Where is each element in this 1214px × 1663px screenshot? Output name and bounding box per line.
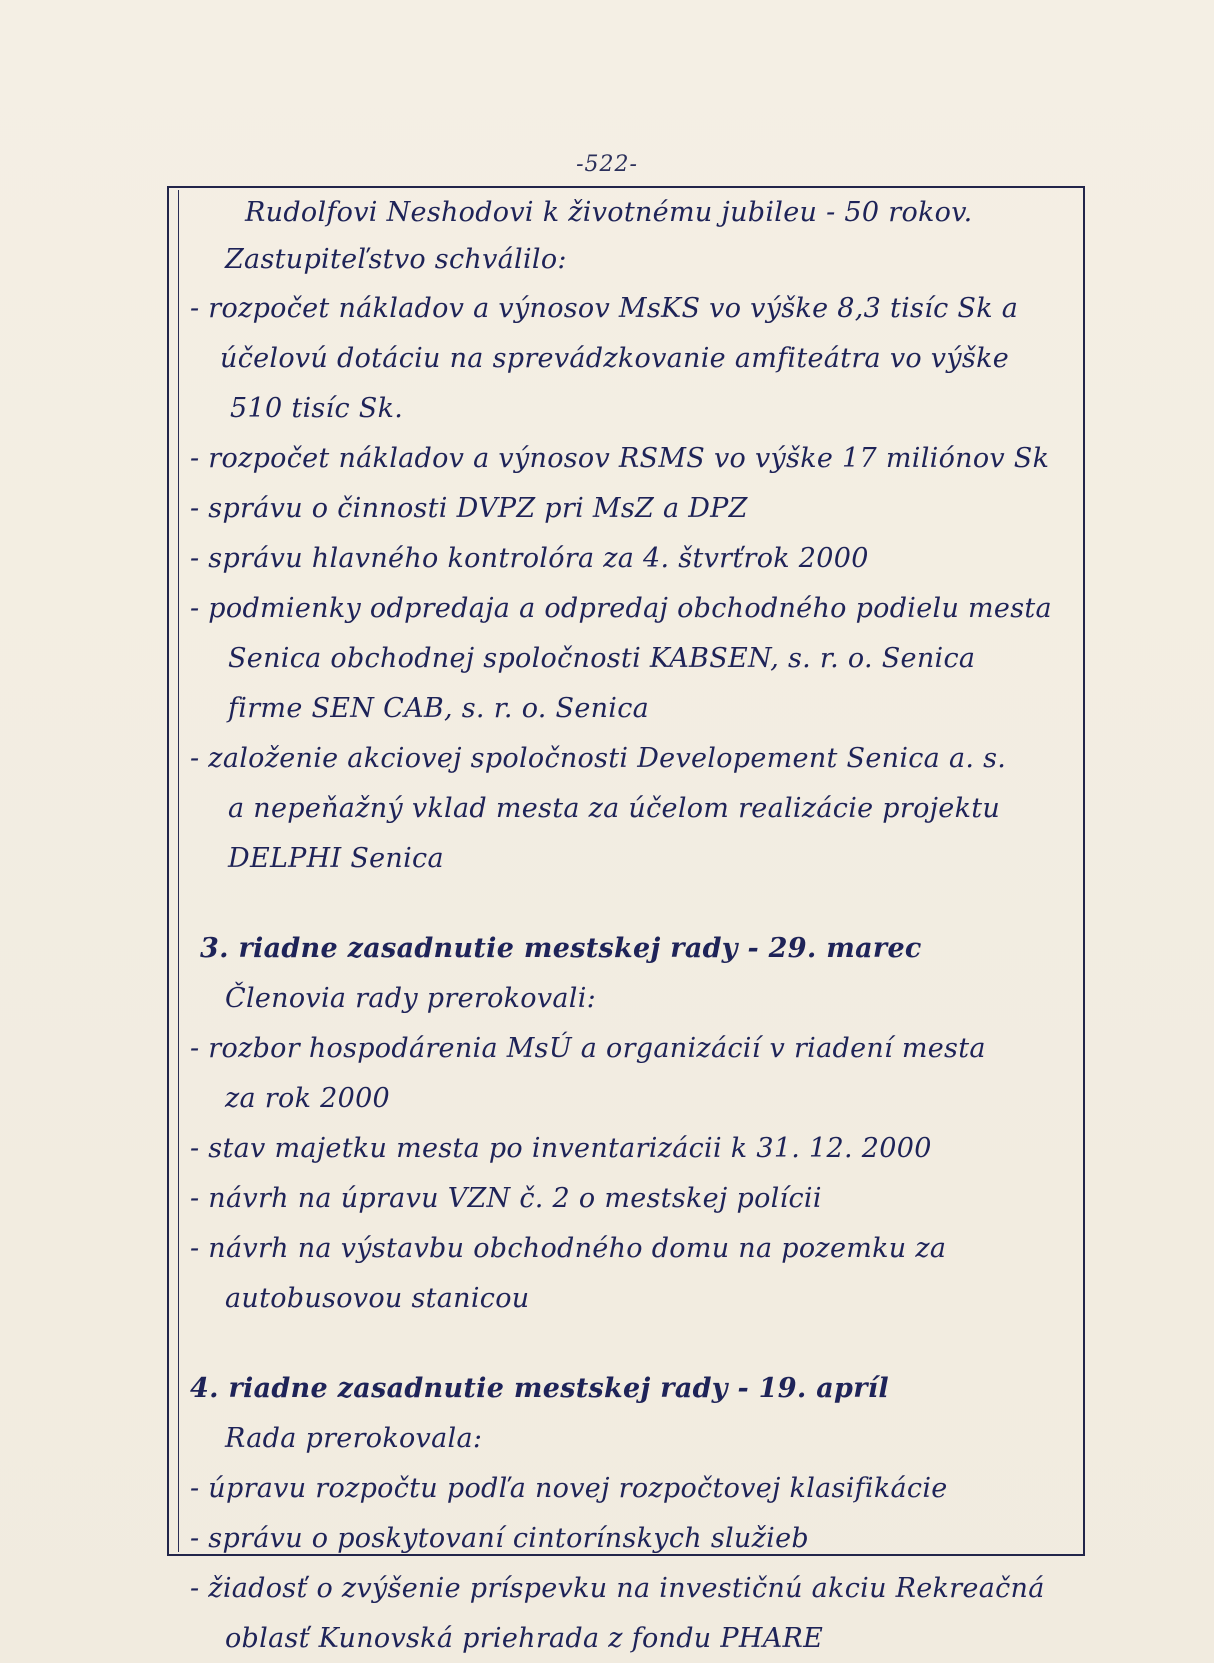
text-line: Rada prerokovala: <box>225 1423 483 1454</box>
text-line: firme SEN CAB, s. r. o. Senica <box>228 693 650 724</box>
text-line: - úpravu rozpočtu podľa novej rozpočtovej klasifikácie <box>190 1473 948 1504</box>
text-line: - rozbor hospodárenia MsÚ a organizácií v riadení mesta <box>190 1033 986 1064</box>
text-line: 510 tisíc Sk. <box>230 393 404 424</box>
text-line: - správu o poskytovaní cintorínskych služieb <box>190 1523 809 1554</box>
text-line: - správu hlavného kontrolóra za 4. štvrťrok 2000 <box>190 543 869 574</box>
text-line: DELPHI Senica <box>228 843 444 874</box>
text-line: Rudolfovi Neshodovi k životnému jubileu - 50 rokov. <box>245 197 973 228</box>
text-line: - návrh na úpravu VZN č. 2 o mestskej polícii <box>190 1183 822 1214</box>
text-line: - stav majetku mesta po inventarizácii k 31. 12. 2000 <box>190 1133 932 1164</box>
text-line: - rozpočet nákladov a výnosov MsKS vo výške 8,3 tisíc Sk a <box>190 293 1019 324</box>
text-line: autobusovou stanicou <box>225 1283 530 1314</box>
text-line: Členovia rady prerokovali: <box>225 983 597 1014</box>
text-line: - návrh na výstavbu obchodného domu na pozemku za <box>190 1233 947 1264</box>
text-line: - podmienky odpredaja a odpredaj obchodného podielu mesta <box>190 593 1052 624</box>
text-line: - založenie akciovej spoločnosti Developement Senica a. s. <box>190 743 1007 774</box>
text-line: účelovú dotáciu na sprevádzkovanie amfiteátra vo výške <box>220 343 1010 374</box>
text-line: - správu o činnosti DVPZ pri MsZ a DPZ <box>190 493 748 524</box>
section-heading-line: 4. riadne zasadnutie mestskej rady - 19. apríl <box>190 1373 889 1404</box>
section-heading-line: 3. riadne zasadnutie mestskej rady - 29. marec <box>200 933 922 964</box>
text-line: oblasť Kunovská priehrada z fondu PHARE <box>225 1623 824 1654</box>
page-number: -522- <box>576 152 638 177</box>
frame-inner-rule <box>178 190 179 1552</box>
text-line: - žiadosť o zvýšenie príspevku na investičnú akciu Rekreačná <box>190 1573 1045 1604</box>
text-line: a nepeňažný vklad mesta za účelom realizácie projektu <box>228 793 1001 824</box>
text-line: Zastupiteľstvo schválilo: <box>225 244 567 275</box>
text-line: Senica obchodnej spoločnosti KABSEN, s. r. o. Senica <box>228 643 976 674</box>
text-line: za rok 2000 <box>225 1083 391 1114</box>
text-line: - rozpočet nákladov a výnosov RSMS vo výške 17 miliónov Sk <box>190 443 1050 474</box>
